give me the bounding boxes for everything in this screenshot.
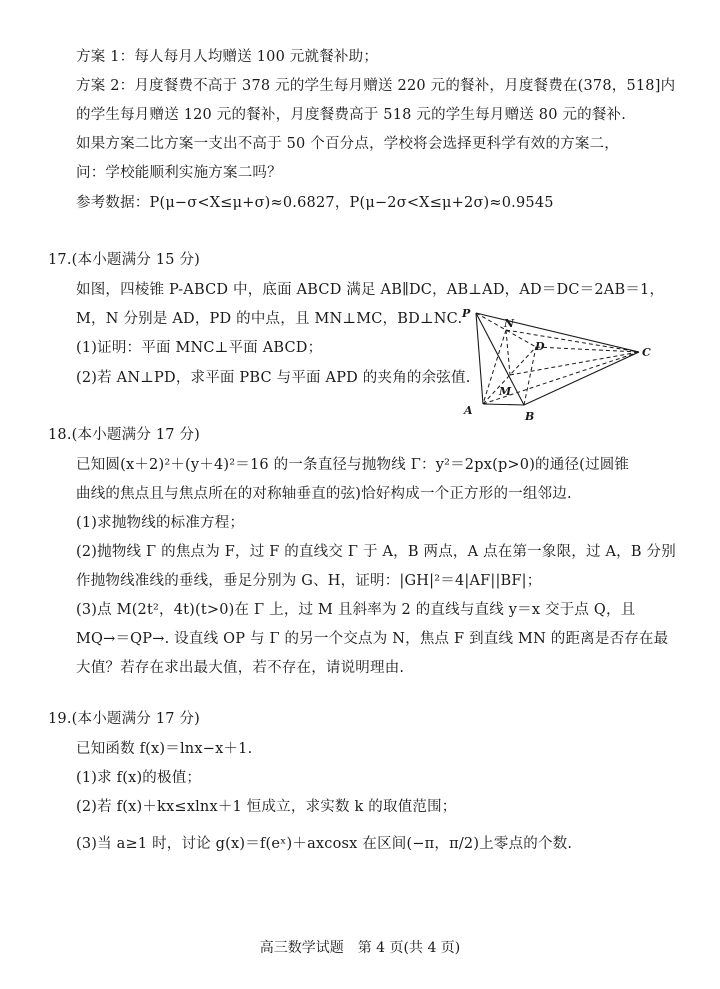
q19-part3: (3)当 a≥1 时，讨论 g(x)＝f(eˣ)＋axcosx 在区间(−π，π/2)上零点的个数. [76, 836, 573, 852]
q16-scheme2-line1: 方案 2：月度餐费不高于 378 元的学生每月赠送 220 元的餐补，月度餐费在(378，518]内 [76, 78, 676, 94]
q17-heading: 17.(本小题满分 15 分) [48, 252, 201, 268]
q16-scheme2-line2: 的学生每月赠送 120 元的餐补，月度餐费高于 518 元的学生每月赠送 80 元的餐补. [76, 107, 627, 123]
pyramid-figure [455, 305, 655, 423]
q19-line1: 已知函数 f(x)＝lnx−x＋1. [76, 741, 253, 757]
q16-question-line2: 问：学校能顺利实施方案二吗？ [76, 165, 282, 181]
q18-part1: (1)求抛物线的标准方程； [76, 515, 245, 531]
edge-mc [510, 352, 639, 375]
edge-pa [476, 313, 483, 404]
q18-part3-line3: 大值？若存在求出最大值，若不存在，请说明理由. [76, 660, 405, 676]
label-a: A [464, 404, 473, 417]
q16-scheme1: 方案 1：每人每月人均赠送 100 元就餐补助； [76, 49, 379, 65]
label-d: D [535, 340, 545, 353]
edge-ab [483, 404, 524, 405]
label-m: M [499, 385, 512, 398]
edge-nm [506, 330, 510, 375]
q16-question-line1: 如果方案二比方案一支出不高于 50 个百分点，学校将会选择更科学有效的方案二， [76, 136, 619, 152]
q19-part1: (1)求 f(x)的极值； [76, 770, 202, 786]
edge-bd [524, 347, 536, 405]
q17-line1: 如图，四棱锥 P-ABCD 中，底面 ABCD 满足 AB∥DC，AB⊥AD，AD＝DC＝2AB＝1， [76, 282, 665, 298]
q17-line2: M，N 分别是 AD，PD 的中点，且 MN⊥MC，BD⊥NC. [76, 311, 463, 327]
q19-heading: 19.(本小题满分 17 分) [48, 711, 201, 727]
q18-heading: 18.(本小题满分 17 分) [48, 427, 201, 443]
edge-pc [476, 313, 639, 352]
q17-part1: (1)证明：平面 MNC⊥平面 ABCD； [76, 340, 323, 356]
label-n: N [504, 317, 515, 330]
q18-part3-line2: MQ→＝QP→. 设直线 OP 与 Γ 的另一个交点为 N，焦点 F 到直线 MN 的距离是否存在最 [76, 631, 669, 647]
q16-reference-data: 参考数据：P(μ−σ<X≤μ+σ)≈0.6827，P(μ−2σ<X≤μ+2σ)≈0.9545 [76, 195, 554, 211]
q18-line2: 曲线的焦点且与焦点所在的对称轴垂直的弦)恰好构成一个正方形的一组邻边. [76, 486, 572, 502]
q18-part2-line1: (2)抛物线 Γ 的焦点为 F，过 F 的直线交 Γ 于 A，B 两点，A 点在第一象限，过 A，B 分别 [76, 544, 676, 560]
label-c: C [642, 346, 651, 359]
q17-part2: (2)若 AN⊥PD，求平面 PBC 与平面 APD 的夹角的余弦值. [76, 370, 471, 386]
q18-part2-line2: 作抛物线准线的垂线，垂足分别为 G、H，证明：|GH|²＝4|AF||BF|； [76, 573, 542, 589]
q18-line1: 已知圆(x＋2)²＋(y＋4)²＝16 的一条直径与抛物线 Γ：y²＝2px(p>0)的通径(过圆锥 [76, 457, 630, 473]
page-footer: 高三数学试题 第 4 页(共 4 页) [259, 940, 461, 956]
q18-part3-line1: (3)点 M(2t²，4t)(t>0)在 Γ 上，过 M 且斜率为 2 的直线与直线 y＝x 交于点 Q，且 [76, 602, 636, 618]
edge-bc [524, 352, 639, 405]
q19-part2: (2)若 f(x)＋kx≤xlnx＋1 恒成立，求实数 k 的取值范围； [76, 799, 457, 815]
label-b: B [525, 410, 535, 423]
label-p: P [462, 307, 471, 320]
